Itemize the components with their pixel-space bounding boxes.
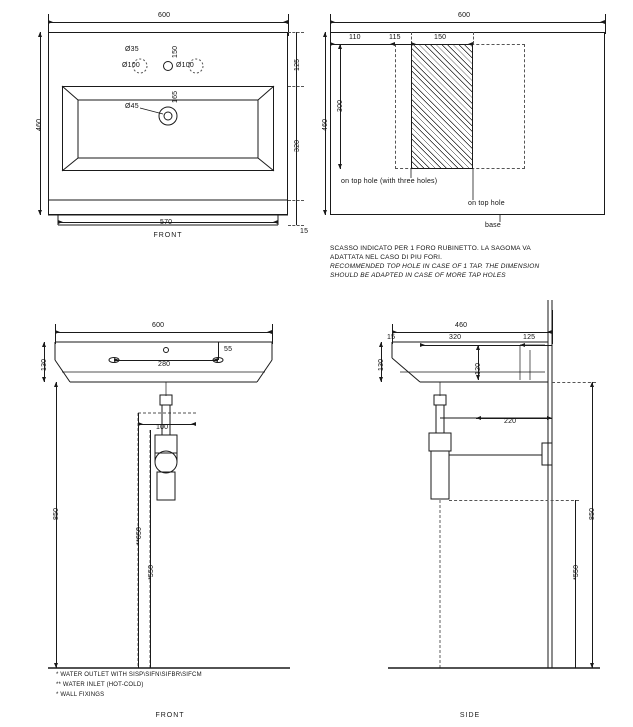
dim-label-220: 220 (504, 418, 517, 425)
dim-label-120-side: 120 (475, 362, 482, 375)
dim-label-850-side: 850 (589, 507, 596, 520)
label-spacing-150: 150 (172, 45, 179, 58)
dim-label-110: 110 (349, 34, 361, 41)
dim-label-150: 150 (434, 34, 447, 41)
dim-label-130-front: 130 (41, 358, 48, 371)
caption-side: SIDE (459, 712, 481, 719)
dim-label-320: 320 (294, 139, 301, 152)
legend-line-2: ** WATER INLET (HOT-COLD) (56, 682, 144, 688)
dim-850-side (592, 382, 593, 668)
label-hole-100-right: Ø100 (176, 62, 194, 69)
dim-label-850-front: 850 (53, 507, 60, 520)
note-line-1: SCASSO INDICATO PER 1 FORO RUBINETTO. LA SAGOMA VA (330, 245, 531, 252)
dim-label-130-side: 130 (378, 358, 385, 371)
dim-460-side (392, 332, 552, 333)
caption-front-bottom: FRONT (155, 712, 185, 719)
dim-label-550-side: *550 (573, 564, 580, 580)
dim-label-460-left: 460 (36, 118, 43, 131)
note-line-3: RECOMMENDED TOP HOLE IN CASE OF 1 TAP. THE DIMENSION (330, 263, 540, 270)
label-three-holes: on top hole (with three holes) (341, 178, 438, 185)
dim-label-100-front: 100 (156, 424, 169, 431)
dim-label-570: 570 (160, 219, 173, 226)
dim-label-650: **650 (136, 526, 143, 545)
dim-125-side (520, 345, 552, 346)
dim-label-600-front: 600 (152, 322, 165, 329)
dim-label-550: *550 (148, 564, 155, 580)
note-line-4: SHOULD BE ADAPTED IN CASE OF MORE TAP HOLES (330, 272, 506, 279)
label-one-hole: on top hole (468, 200, 505, 207)
dim-label-320-side: 320 (449, 334, 462, 341)
label-hole-45: Ø45 (125, 103, 139, 110)
dim-label-115: 115 (389, 34, 401, 41)
dim-label-300: 300 (337, 99, 344, 112)
label-spacing-165: 165 (172, 90, 179, 103)
dim-label-280: 280 (158, 361, 171, 368)
dim-label-600-topleft: 600 (158, 12, 171, 19)
dim-label-125: 125 (294, 58, 301, 71)
note-line-2: ADATTATA NEL CASO DI PIU FORI. (330, 254, 443, 261)
dim-label-600-topright: 600 (458, 12, 471, 19)
dim-label-15: 15 (300, 228, 309, 235)
dim-320-side (420, 345, 525, 346)
caption-front-top: FRONT (153, 232, 183, 239)
dim-label-125-side: 125 (523, 334, 536, 341)
dim-label-460-right: 460 (322, 118, 329, 131)
legend-line-1: * WATER OUTLET WITH SISP\SIFN\SIFBR\SIFCM (56, 672, 202, 678)
dim-label-460-side: 460 (455, 322, 468, 329)
dim-label-15-side: 15 (387, 334, 396, 341)
label-base: base (485, 222, 501, 229)
label-hole-100-left: Ø100 (122, 62, 140, 69)
dim-label-55: 55 (224, 346, 233, 353)
dim-550-side (575, 500, 576, 668)
label-hole-35: Ø35 (125, 46, 139, 53)
legend-line-3: * WALL FIXINGS (56, 692, 105, 698)
